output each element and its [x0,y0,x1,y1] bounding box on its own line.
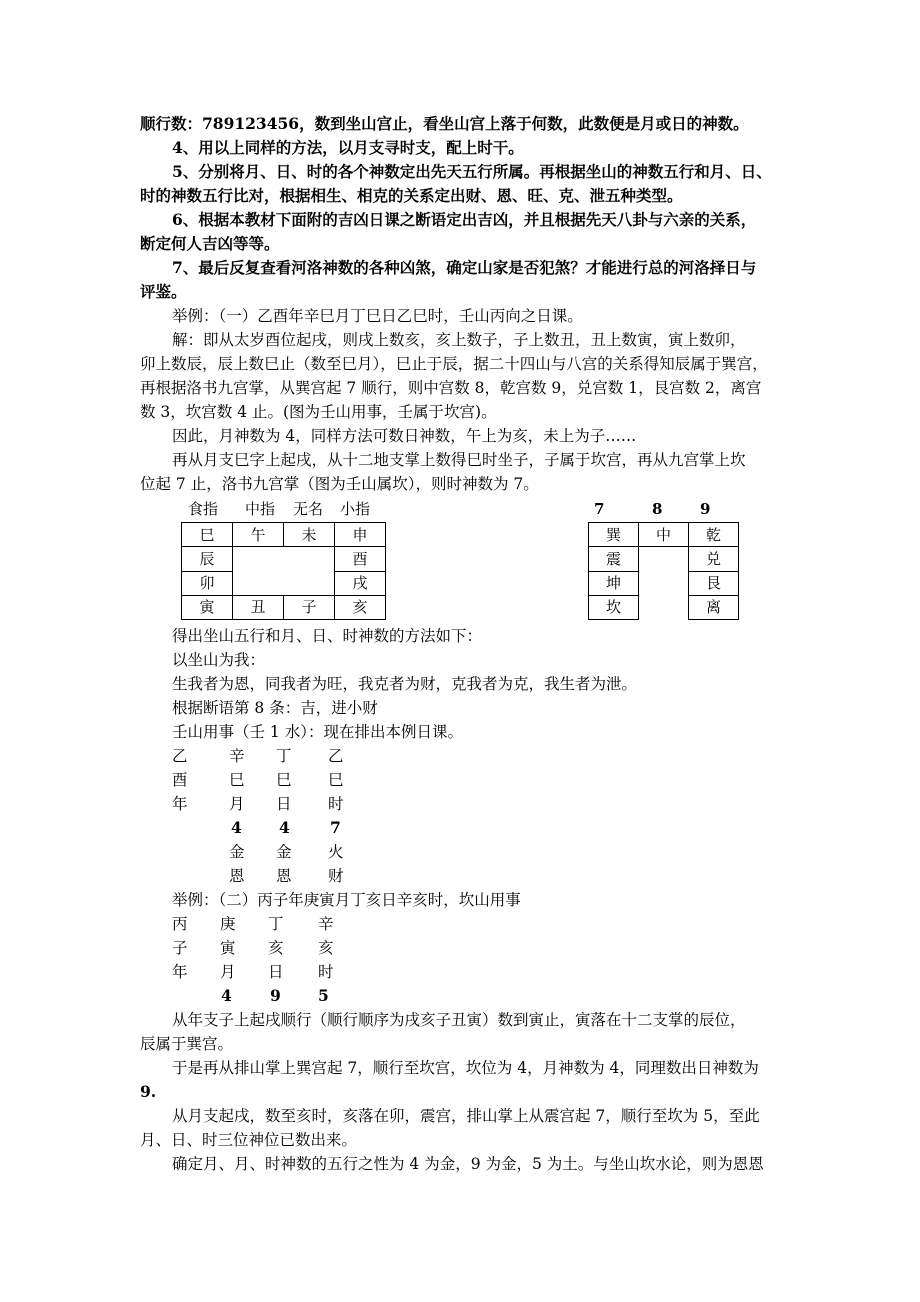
pillar-label: 时 [318,963,334,981]
grid-cell: 辰 [182,547,233,571]
text-line: 解：即从太岁酉位起戌，则戌上数亥，亥上数子，子上数丑，丑上数寅，寅上数卯， [172,331,746,349]
element-char: 金 [229,843,245,861]
grid-cell: 坎 [589,595,639,619]
text-line: 举例：（二）丙子年庚寅月丁亥日辛亥时，坎山用事 [172,891,521,909]
grid-cell: 坤 [589,571,639,595]
gan-char: 丁 [276,747,292,765]
type-char: 恩 [276,867,292,885]
text-line: 确定月、月、时神数的五行之性为 4 为金，9 为金，5 为土。与坐山坎水论，则为恩恩 [172,1155,764,1173]
gan-char: 乙 [328,747,344,765]
text-line: 举例：（一）乙酉年辛巳月丁巳日乙巳时，壬山丙向之日课。 [172,307,583,325]
palace-number: 7 [594,500,605,518]
god-number: 4 [279,818,290,837]
zhi-char: 酉 [172,771,188,789]
text-line: 9. [140,1082,157,1101]
text-line: 生我者为恩，同我者为旺，我克者为财，克我者为克，我生者为泄。 [172,675,638,693]
grid-cell: 寅 [182,595,233,619]
finger-label: 中指 [245,500,276,518]
grid-cell: 午 [233,523,284,547]
element-char: 金 [276,843,292,861]
text-line: 壬山用事（壬 1 水）：现在排出本例日课。 [172,723,463,741]
pillar-label: 月 [220,963,236,981]
nine-palace-grid [588,522,739,620]
god-number: 4 [221,986,232,1005]
palace-number: 8 [652,500,663,518]
grid-cell: 巽 [589,523,639,547]
finger-label: 无名 [293,500,324,518]
grid-cell: 戌 [335,571,386,595]
grid-cell: 中 [639,523,689,547]
grid-cell: 乾 [689,523,739,547]
text-line: 以坐山为我： [172,651,266,669]
zhi-char: 子 [172,939,188,957]
gan-char: 乙 [172,747,188,765]
grid-cell: 子 [284,595,335,619]
grid-cell: 离 [689,595,739,619]
text-line: 辰属于巽宫。 [140,1035,234,1053]
pillar-label: 年 [172,963,188,981]
god-number: 5 [318,986,329,1005]
text-line: 得出坐山五行和月、日、时神数的方法如下： [172,627,483,645]
zhi-char: 亥 [268,939,284,957]
text-line: 卯上数辰，辰上数巳止（数至巳月），巳止于辰，据二十四山与八宫的关系得知辰属于巽宫， [140,355,768,373]
gan-char: 庚 [220,915,236,933]
type-char: 财 [328,867,344,885]
gan-char: 辛 [318,915,334,933]
finger-label: 小指 [340,500,371,518]
pillar-label: 月 [229,795,245,813]
text-line: 6、根据本教材下面附的吉凶日课之断语定出吉凶，并且根据先天八卦与六亲的关系， [172,210,757,229]
text-line: 5、分别将月、日、时的各个神数定出先天五行所属。再根据坐山的神数五行和月、日、 [172,162,772,181]
grid-cell: 亥 [335,595,386,619]
zhi-char: 亥 [318,939,334,957]
grid-center-blank [639,547,689,620]
pillar-label: 时 [328,795,344,813]
text-line: 顺行数：789123456，数到坐山宫止，看坐山宫上落于何数，此数便是月或日的神数。 [140,114,749,133]
type-char: 恩 [229,867,245,885]
text-line: 评鉴。 [140,282,187,301]
text-line: 从年支子上起戌顺行（顺行顺序为戌亥子丑寅）数到寅止，寅落在十二支掌的辰位， [172,1011,746,1029]
text-line: 再根据洛书九宫掌，从巽宫起 7 顺行，则中宫数 8，乾宫数 9，兑宫数 1，艮宫数 2，离宫 [140,379,762,397]
finger-label: 食指 [188,500,219,518]
text-line: 根据断语第 8 条：吉，进小财 [172,699,378,717]
text-line: 因此，月神数为 4，同样方法可数日神数，午上为亥，未上为子…… [172,427,637,445]
grid-cell: 卯 [182,571,233,595]
gan-char: 辛 [229,747,245,765]
grid-cell: 未 [284,523,335,547]
zhi-char: 巳 [229,771,245,789]
god-number: 7 [330,818,341,837]
text-line: 7、最后反复查看河洛神数的各种凶煞，确定山家是否犯煞？才能进行总的河洛择日与 [172,258,757,277]
zhi-char: 巳 [276,771,292,789]
text-line: 数 3，坎宫数 4 止。(图为壬山用事，壬属于坎宫)。 [140,403,497,421]
element-char: 火 [328,843,344,861]
god-number: 9 [270,986,281,1005]
gan-char: 丁 [268,915,284,933]
grid-cell: 申 [335,523,386,547]
text-line: 从月支起戌，数至亥时，亥落在卯，震宫，排山掌上从震宫起 7，顺行至坎为 5，至此 [172,1107,760,1125]
pillar-label: 日 [276,795,292,813]
text-line: 月、日、时三位神位已数出来。 [140,1131,358,1149]
grid-cell: 震 [589,547,639,571]
grid-cell: 巳 [182,523,233,547]
text-line: 再从月支巳字上起戌，从十二地支掌上数得巳时坐子，子属于坎宫，再从九宫掌上坎 [172,451,746,469]
palace-number: 9 [700,500,711,518]
god-number: 4 [231,818,242,837]
gan-char: 丙 [172,915,188,933]
twelve-branch-palm-grid [181,522,386,620]
grid-cell: 酉 [335,547,386,571]
text-line: 时的神数五行比对，根据相生、相克的关系定出财、恩、旺、克、泄五种类型。 [140,186,683,205]
text-line: 位起 7 止，洛书九宫掌（图为壬山属坎），则时神数为 7。 [140,475,539,493]
pillar-label: 日 [268,963,284,981]
grid-cell: 艮 [689,571,739,595]
text-line: 断定何人吉凶等等。 [140,234,280,253]
text-line: 4、用以上同样的方法，以月支寻时支，配上时干。 [172,138,524,157]
grid-cell: 丑 [233,595,284,619]
text-line: 于是再从排山掌上巽宫起 7，顺行至坎宫，坎位为 4，月神数为 4，同理数出日神数为 [172,1059,759,1077]
pillar-label: 年 [172,795,188,813]
grid-cell: 兑 [689,547,739,571]
grid-center-blank [233,547,335,596]
zhi-char: 寅 [220,939,236,957]
zhi-char: 巳 [328,771,344,789]
